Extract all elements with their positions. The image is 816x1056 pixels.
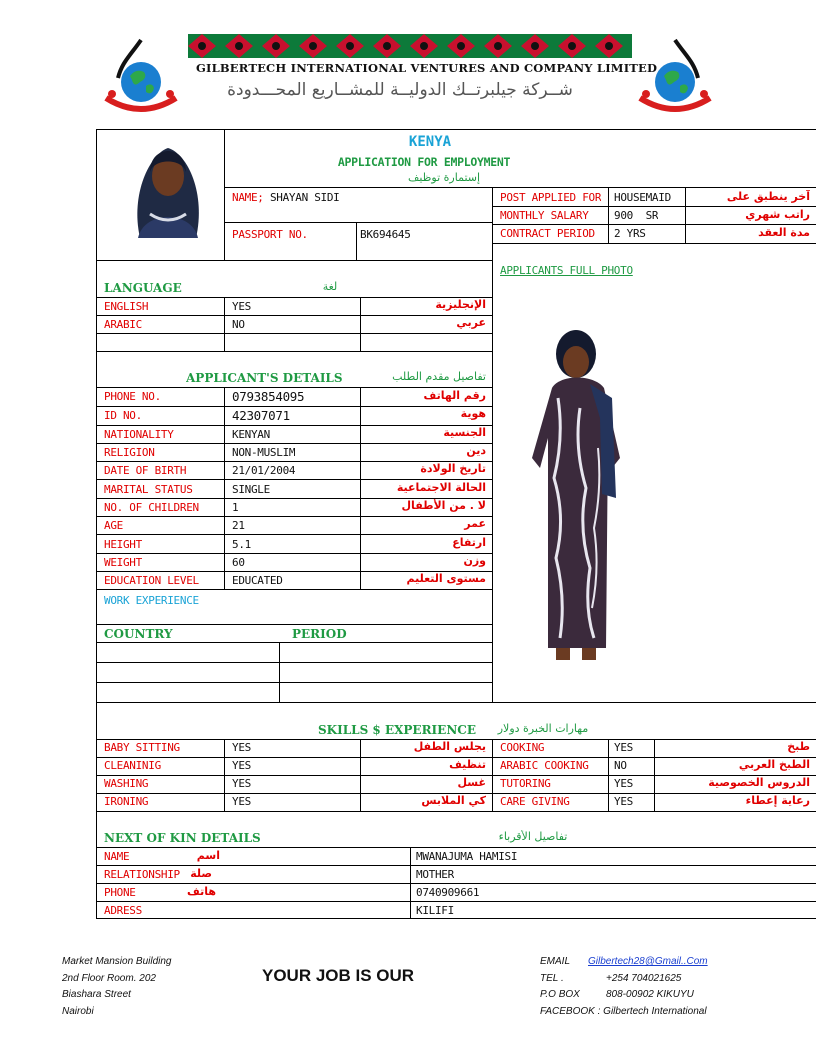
footer-address-line: 2nd Floor Room. 202 (62, 972, 156, 984)
religion-label: RELIGION (104, 446, 155, 459)
phone-no-value: 0793854095 (232, 389, 305, 404)
applicant-details-title: APPLICANT'S DETAILS (186, 371, 343, 385)
nationality-label: NATIONALITY (104, 428, 174, 441)
contract-period-arabic: مدة العقد (758, 226, 810, 239)
language-title: LANGUAGE (104, 281, 182, 295)
pobox-label: P.O BOX (540, 989, 580, 1000)
marital-status-label: MARITAL STATUS (104, 483, 193, 496)
kin-relationship-label: RELATIONSHIP (104, 868, 180, 881)
monthly-salary-label: MONTHLY SALARY (500, 209, 589, 222)
facebook-text: FACEBOOK : Gilbertech International (540, 1005, 707, 1017)
post-applied-value: HOUSEMAID (614, 191, 671, 204)
weight-value: 60 (232, 556, 245, 569)
kin-address-value: KILIFI (416, 904, 454, 917)
skill-cleaning-value: YES (232, 759, 251, 772)
footer-contacts (540, 954, 810, 1020)
next-of-kin-title: NEXT OF KIN DETAILS (104, 831, 261, 845)
kin-name-label: NAME (104, 850, 130, 863)
date-of-birth-label: DATE OF BIRTH (104, 464, 187, 477)
company-name: GILBERTECH INTERNATIONAL VENTURES AND COMPANY LIMITED (196, 61, 658, 75)
company-logo-right (634, 38, 716, 116)
height-value: 5.1 (232, 538, 251, 551)
skill-cleaning-arabic: تنظيف (449, 758, 486, 771)
kin-phone-value: 0740909661 (416, 886, 480, 899)
kin-phone-arabic: هاتف (187, 885, 216, 898)
religion-value: NON-MUSLIM (232, 446, 296, 459)
pobox-value: 808-00902 KIKUYU (606, 989, 694, 1000)
nationality-arabic: الجنسية (443, 426, 486, 439)
kin-name-value: MWANAJUMA HAMISI (416, 850, 518, 863)
date-of-birth-value: 21/01/2004 (232, 464, 296, 477)
religion-arabic: دين (466, 444, 486, 457)
form-title-arabic: إستمارة توظيف (407, 171, 481, 184)
age-value: 21 (232, 519, 245, 532)
next-of-kin-title-arabic: تفاصيل الأقرباء (498, 830, 568, 843)
tel-label: TEL . (540, 972, 564, 984)
skill-tutoring-arabic: الدروس الخصوصية (708, 776, 810, 789)
footer-address (62, 954, 172, 1020)
skill-washing-arabic: غسل (457, 776, 486, 789)
passport-value: BK694645 (360, 228, 411, 241)
work-experience-title: WORK EXPERIENCE (104, 594, 199, 607)
skill-washing-value: YES (232, 777, 251, 790)
language-english-label: ENGLISH (104, 300, 149, 313)
weight-arabic: وزن (463, 554, 486, 567)
kin-relationship-arabic: صلة (190, 867, 212, 880)
company-logo-left (100, 38, 182, 116)
skill-care-giving-label: CARE GIVING (500, 795, 570, 808)
nationality-value: KENYAN (232, 428, 270, 441)
skill-arabic-cooking-arabic: الطبخ العربي (738, 758, 810, 771)
id-no-label: ID NO. (104, 409, 142, 422)
header-pattern-band (188, 34, 632, 58)
age-arabic: عمر (464, 517, 486, 530)
age-label: AGE (104, 519, 123, 532)
language-arabic-arabic: عربي (456, 316, 486, 329)
applicant-full-photo (520, 318, 630, 670)
language-arabic-label: ARABIC (104, 318, 142, 331)
skill-care-giving-value: YES (614, 795, 633, 808)
email-label: EMAIL (540, 956, 571, 967)
language-arabic-value: NO (232, 318, 245, 331)
kin-name-arabic: اسم (196, 849, 220, 862)
marital-status-value: SINGLE (232, 483, 270, 496)
phone-no-label: PHONE NO. (104, 390, 161, 403)
skill-cooking-arabic: طبخ (787, 740, 810, 753)
kin-phone-label: PHONE (104, 886, 136, 899)
kin-address-label: ADRESS (104, 904, 142, 917)
no-of-children-value: 1 (232, 501, 239, 514)
skill-ironing-arabic: كي الملابس (421, 794, 486, 807)
skill-cooking-label: COOKING (500, 741, 545, 754)
skills-title-arabic: مهارات الخبرة دولار (497, 722, 589, 735)
work-country-header: COUNTRY (104, 627, 173, 641)
phone-no-arabic: رقم الهاتف (423, 389, 486, 402)
email-link[interactable]: Gilbertech28@Gmail..Com (588, 956, 708, 967)
post-applied-label: POST APPLIED FOR (500, 191, 602, 204)
skill-tutoring-label: TUTORING (500, 777, 551, 790)
marital-status-arabic: الحالة الاجتماعية (396, 481, 486, 494)
skill-baby-sitting-arabic: يجلس الطفل (413, 740, 486, 753)
language-title-arabic: لغة (322, 280, 338, 293)
id-no-arabic: هوية (460, 407, 486, 420)
language-english-arabic: الإنجليزية (435, 298, 486, 311)
skill-baby-sitting-label: BABY SITTING (104, 741, 180, 754)
skill-cooking-value: YES (614, 741, 633, 754)
skill-washing-label: WASHING (104, 777, 149, 790)
name-label: NAME; (232, 191, 264, 204)
company-name-arabic: شــركة جيلبرتــك الدوليــة للمشــاريع المحـــدودة (227, 80, 573, 100)
skill-baby-sitting-value: YES (232, 741, 251, 754)
skill-arabic-cooking-value: NO (614, 759, 627, 772)
date-of-birth-arabic: تاريخ الولادة (420, 462, 486, 475)
passport-label: PASSPORT NO. (232, 228, 308, 241)
footer-address-line: Market Mansion Building (62, 956, 172, 967)
education-level-arabic: مستوى التعليم (406, 572, 486, 585)
education-level-value: EDUCATED (232, 574, 283, 587)
skill-arabic-cooking-label: ARABIC COOKING (500, 759, 589, 772)
no-of-children-label: NO. OF CHILDREN (104, 501, 199, 514)
language-english-value: YES (232, 300, 251, 313)
skill-care-giving-arabic: رعاية إعطاء (745, 794, 810, 807)
applicant-headshot (120, 134, 216, 238)
height-label: HEIGHT (104, 538, 142, 551)
post-applied-arabic: آخر ينطبق على (726, 190, 810, 203)
monthly-salary-value: 900 SR (614, 209, 659, 222)
work-period-header: PERIOD (292, 627, 347, 641)
kin-relationship-value: MOTHER (416, 868, 454, 881)
monthly-salary-arabic: راتب شهري (745, 208, 810, 221)
name-value: SHAYAN SIDI (269, 191, 340, 204)
height-arabic: ارتفاع (452, 536, 486, 549)
full-photo-label: APPLICANTS FULL PHOTO (500, 264, 633, 277)
country-title: KENYA (408, 134, 452, 150)
education-level-label: EDUCATION LEVEL (104, 574, 199, 587)
skill-ironing-label: IRONING (104, 795, 149, 808)
skill-tutoring-value: YES (614, 777, 633, 790)
id-no-value: 42307071 (232, 408, 290, 423)
no-of-children-arabic: لا . من الأطفال (401, 499, 486, 512)
applicant-details-title-arabic: تفاصيل مقدم الطلب (392, 370, 486, 383)
contract-period-value: 2 YRS (614, 227, 646, 240)
skills-title: SKILLS $ EXPERIENCE (318, 723, 476, 737)
footer-slogan: YOUR JOB IS OUR (262, 966, 415, 985)
weight-label: WEIGHT (104, 556, 142, 569)
tel-value: +254 704021625 (606, 972, 682, 984)
footer-address-line: Nairobi (62, 1005, 94, 1017)
skill-ironing-value: YES (232, 795, 251, 808)
skill-cleaning-label: CLEANINIG (104, 759, 161, 772)
contract-period-label: CONTRACT PERIOD (500, 227, 595, 240)
footer-address-line: Biashara Street (62, 989, 131, 1000)
form-title: APPLICATION FOR EMPLOYMENT (337, 155, 511, 169)
